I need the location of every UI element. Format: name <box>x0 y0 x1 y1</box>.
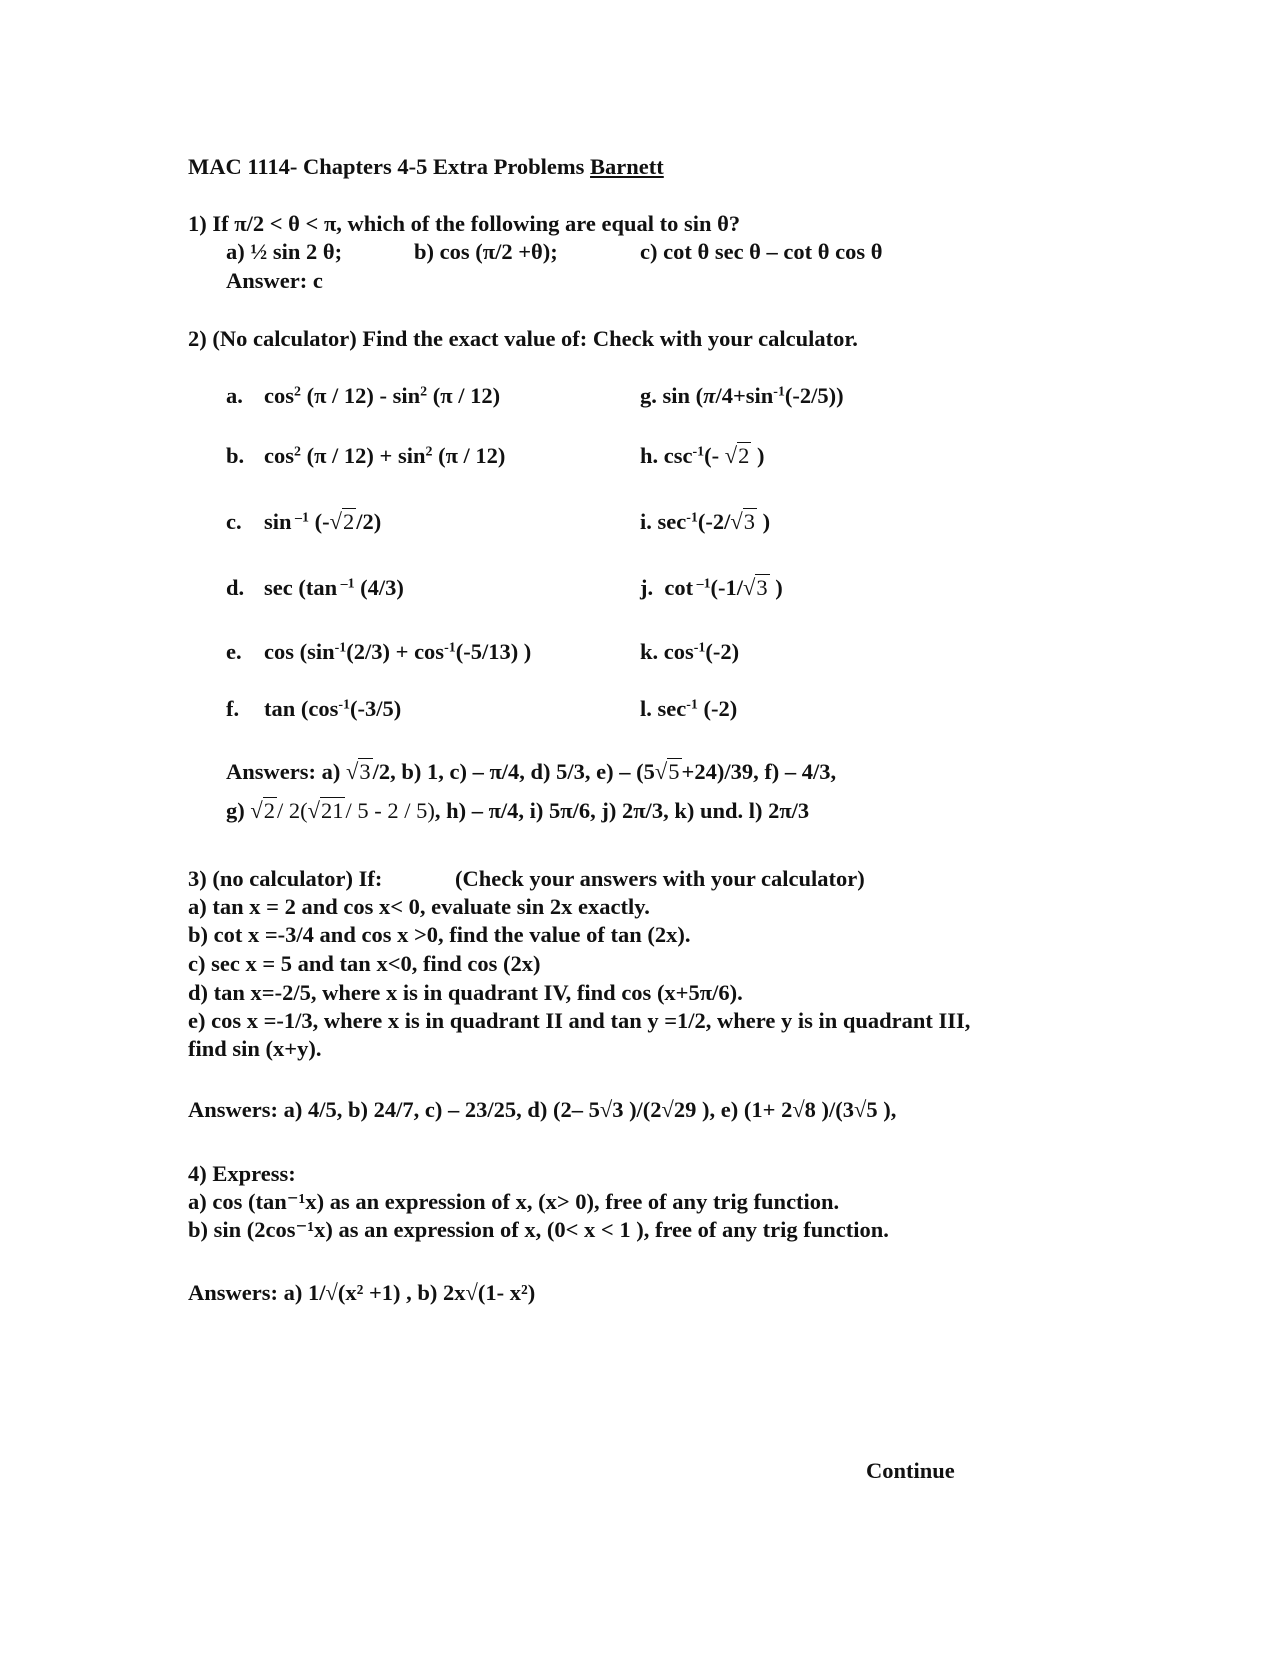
q2-item-h: h. $\csc^{-1}(-$ √ 2 ) <box>640 445 764 468</box>
q2-item-i: i. $\sec^{-1}(-2/√$ 3 ) <box>640 511 770 534</box>
q2-answers-line2 <box>226 800 809 823</box>
q2-item-c: sin $^{-1}$ (-√ 2/2) <box>264 511 381 534</box>
q1-option-c: c) cot θ sec θ – cot θ cos θ <box>640 239 883 264</box>
page-title <box>188 156 664 179</box>
q3-answers: Answers: a) 4/5, b) 24/7, c) – 23/25, d) (2– 5√3 )/(2√29 ), e) (1+ 2√8 )/(3√5 ), <box>188 1097 897 1122</box>
q1-option-a: a) ½ sin 2 θ; <box>226 239 343 264</box>
q3-part-d: d) tan x=-2/5, where x is in quadrant IV, find cos (x+5π/6). <box>188 980 743 1005</box>
q3-part-e-line1: e) cos x =-1/3, where x is in quadrant II and tan y =1/2, where y is in quadrant III, <box>188 1008 971 1033</box>
q2-item-j: j. cot $^{-1}$(-1/√ 3 ) <box>640 577 783 600</box>
sqrt-21: 21 <box>320 798 344 823</box>
q4-header: 4) Express: <box>188 1161 296 1186</box>
q2-answers-line1 <box>226 761 836 784</box>
q4-part-a: a) cos (tan⁻¹x) as an expression of x, (x> 0), free of any trig function. <box>188 1189 840 1214</box>
q2-label-e: e. <box>226 639 242 664</box>
q2-answers-prefix: Answers: a) <box>226 759 346 784</box>
q2-item-f: $\tan (\cos^{-1}(-3/5)$ <box>264 696 402 721</box>
q2-item-l: l. $\sec^{-1} (-2)$ <box>640 696 738 721</box>
q2-question: 2) (No calculator) Find the exact value of: Check with your calculator. <box>188 326 858 351</box>
q2-answers-g-mid2: / 5 - 2 / 5) <box>345 798 435 823</box>
q2-answers-tail: , h) – π/4, i) 5π/6, j) 2π/3, k) und. l) 2π/3 <box>434 798 810 823</box>
q1-question: 1) If π/2 < θ < π, which of the following are equal to sin θ? <box>188 211 741 236</box>
q2-answers-g-mid: / 2( <box>276 798 308 823</box>
continue-label: Continue <box>866 1458 955 1483</box>
sqrt-2: 2 <box>342 509 355 534</box>
sqrt-5: 5 <box>668 759 680 784</box>
q2-item-k: k. $\cos^{-1}(-2)$ <box>640 639 740 664</box>
sqrt-3: 3 <box>756 575 768 600</box>
q1-option-b: b) cos (π/2 +θ); <box>414 239 558 264</box>
q2-label-a: a. <box>226 383 243 408</box>
q2-item-a: $\cos^2 (\pi / 12) - \sin^2 (\pi / 12)$ <box>264 383 501 408</box>
q4-answers: Answers: a) 1/√(x² +1) , b) 2x√(1- x²) <box>188 1280 536 1305</box>
q2-item-b: $\cos^2 (\pi / 12) + \sin^2 (\pi / 12)$ <box>264 443 506 468</box>
q2-label-c: c. <box>226 509 242 534</box>
title-text: MAC 1114- Chapters 4-5 Extra Problems <box>188 154 591 179</box>
sqrt-3: 3 <box>743 509 755 534</box>
q2-answers-end: +24)/39, f) – 4/3, <box>681 759 837 784</box>
q1-answer: Answer: c <box>226 268 323 293</box>
q3-part-e-line2: find sin (x+y). <box>188 1036 322 1061</box>
q2-label-f: f. <box>226 696 240 721</box>
q3-header: 3) (no calculator) If: <box>188 866 383 891</box>
q3-part-c: c) sec x = 5 and tan x<0, find cos (2x) <box>188 951 541 976</box>
q2-item-g: g. $\sin (\pi/4+\sin^{-1}(-2/5))$ <box>640 383 844 408</box>
q2-answers-rest: /2, b) 1, c) – π/4, d) 5/3, e) – (5 <box>372 759 655 784</box>
sqrt-3: 3 <box>359 759 371 784</box>
q2-answers-g: g) <box>226 798 251 823</box>
sqrt-2: 2 <box>263 798 275 823</box>
q2-label-d: d. <box>226 575 245 600</box>
q3-part-a: a) tan x = 2 and cos x< 0, evaluate sin 2x exactly. <box>188 894 650 919</box>
q4-part-b: b) sin (2cos⁻¹x) as an expression of x, (0< x < 1 ), free of any trig function. <box>188 1217 889 1242</box>
q3-part-b: b) cot x =-3/4 and cos x >0, find the value of tan (2x). <box>188 922 691 947</box>
q3-note: (Check your answers with your calculator) <box>455 866 865 891</box>
q2-item-e: $\cos (\sin^{-1}(2/3) + \cos^{-1}(-5/13)$ ) <box>264 639 532 664</box>
q2-label-b: b. <box>226 443 245 468</box>
title-author: Barnett <box>590 154 664 179</box>
q2-item-d: sec (tan $^{-1}$ (4/3) <box>264 575 404 600</box>
sqrt-2: 2 <box>738 443 750 468</box>
